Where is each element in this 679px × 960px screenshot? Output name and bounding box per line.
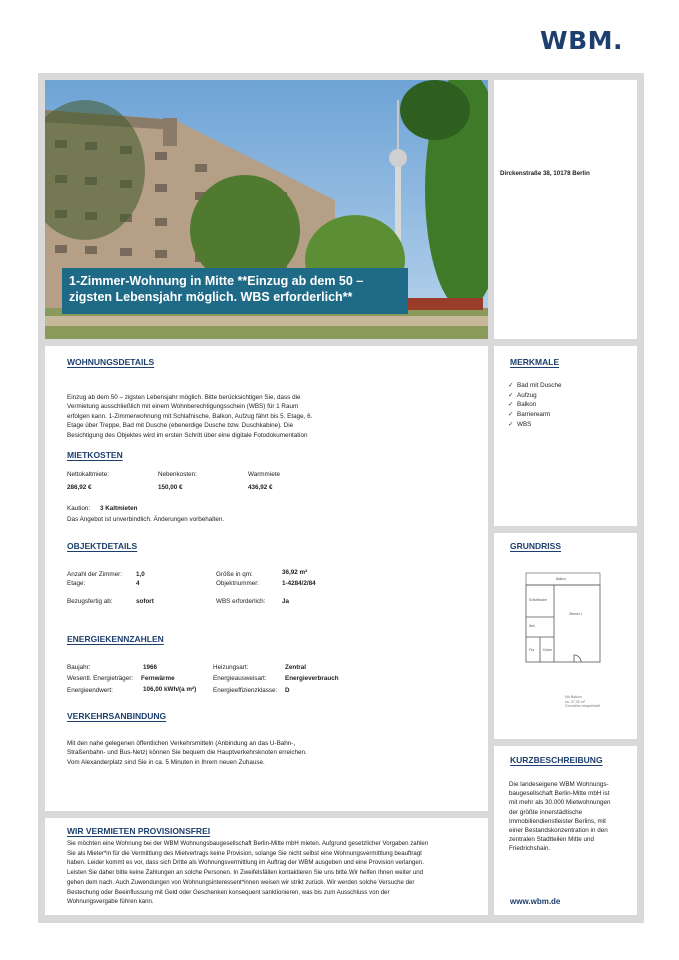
verkehr-title: VERKEHRSANBINDUNG	[67, 711, 167, 721]
text-line: gehen dem nach. Auch Zuwendungen von Wohnungsinteressent*innen weisen wir strikt zurück. Wir werden solche Versuche der	[67, 878, 415, 886]
merkmale-panel	[494, 346, 637, 526]
text-line: haben. Leider kommt es vor, dass sich Dritte als Wohnungsvermittlung im Auftrag der WBM ausgeben und eine Provision verlangen.	[67, 859, 424, 867]
verkehr-text	[67, 739, 477, 767]
groesse-value: 36,92 m²	[282, 569, 308, 576]
text-line: baugesellschaft Berlin-Mitte mbH ist	[509, 790, 610, 798]
wohnungsdetails-title: WOHNUNGSDETAILS	[67, 357, 155, 367]
effizienzklasse-label: Energieeffizienzklasse:	[213, 687, 278, 694]
zimmer-value: 1,0	[136, 571, 145, 578]
text-line: Besichtigung des Objektes wird im ersten Schritt über eine digitale Fotodokumentation	[67, 431, 308, 439]
text-line: Immobiliendienstleister Berlins, mit	[509, 817, 606, 825]
warmmiete-label: Warmmiete	[248, 471, 280, 478]
provisionsfrei-title: WIR VERMIETEN PROVISIONSFREI	[67, 826, 211, 836]
ausweisart-value: Energieverbrauch	[285, 675, 339, 682]
energiewert-label: Energieendwert:	[67, 687, 113, 694]
heizungsart-label: Heizungsart:	[213, 664, 249, 671]
checkmark-icon: ✓	[508, 382, 514, 389]
nebenkosten-label: Nebenkosten:	[158, 471, 197, 478]
floor-plan-room-label: Flur	[529, 648, 535, 652]
merkmal-item	[508, 381, 561, 389]
checkmark-icon: ✓	[508, 411, 514, 418]
checkmark-icon: ✓	[508, 421, 514, 428]
heizungsart-value: Zentral	[285, 664, 306, 671]
text-line: Friedrichshain.	[509, 845, 551, 853]
merkmal-item	[508, 420, 531, 428]
floor-plan-room-label: Schlafnische	[529, 598, 548, 602]
merkmal-item	[508, 400, 536, 408]
mietkosten-note: Das Angebot ist unverbindlich. Änderungen vorbehalten.	[67, 516, 225, 523]
provisionsfrei-text	[67, 839, 485, 907]
objektnummer-value: 1-4284/2/84	[282, 580, 316, 587]
text-line: Einzug ab dem 50 – zigsten Lebensjahr möglich. Bitte berücksichtigen Sie, dass die	[67, 394, 301, 401]
listing-address: Dirckenstraße 38, 10178 Berlin	[500, 170, 590, 177]
floor-plan-room-label: Zimmer 1	[569, 612, 583, 616]
floor-plan-room-label: Küche	[543, 648, 553, 652]
text-line: Straßenbahn- und Bus-Netz) können Sie bequem die Hauptverkehrsknoten erreichen.	[67, 749, 307, 757]
nebenkosten-value: 150,00 €	[158, 484, 183, 491]
wohnungsdetails-text	[67, 393, 477, 440]
nettokaltmiete-label: Nettokaltmiete:	[67, 471, 109, 478]
wbs-label: WBS erforderlich:	[216, 598, 266, 605]
baujahr-label: Baujahr:	[67, 664, 91, 671]
text-line: Wohnungsvergabe führen kann.	[67, 898, 154, 906]
wbs-value: Ja	[282, 598, 290, 605]
energietraeger-value: Fernwärme	[141, 675, 175, 682]
nettokaltmiete-value: 286,92 €	[67, 484, 92, 491]
text-line: Mit den nahe gelegenen öffentlichen Verkehrsmitteln (Anbindung an das U-Bahn-,	[67, 740, 296, 747]
energie-title: ENERGIEKENNZAHLEN	[67, 634, 164, 644]
grundriss-title: GRUNDRISS	[510, 541, 562, 551]
merkmale-title: MERKMALE	[510, 357, 560, 367]
kurzbeschreibung-text	[509, 780, 627, 854]
checkmark-icon: ✓	[508, 392, 514, 399]
warmmiete-value: 436,92 €	[248, 484, 273, 491]
bezugsfertig-label: Bezugsfertig ab:	[67, 598, 113, 605]
listing-headline: 1-Zimmer-Wohnung in Mitte **Einzug ab dem 50 – zigsten Lebensjahr möglich. WBS erforderlich**	[62, 268, 408, 314]
text-line: erfolgen kann. 1-Zimmerwohnung mit Schlafnische, Balkon, Aufzug fährt bis 5. Etage, 6.	[67, 412, 313, 420]
text-line: Vom Alexanderplatz sind Sie in ca. 5 Minuten in Ihrem neuen Zuhause.	[67, 758, 265, 766]
text-line: Die landeseigene WBM Wohnungs-	[509, 781, 609, 788]
caption-line: Mit Balkon	[565, 695, 582, 699]
kaution-value: 3 Kaltmieten	[100, 505, 138, 512]
caption-line: ca. 37,00 m²	[565, 699, 585, 704]
objektdetails-title: OBJEKTDETAILS	[67, 541, 138, 551]
energiewert-value: 106,00 kWh/(a m²)	[143, 686, 197, 693]
zimmer-label: Anzahl der Zimmer:	[67, 571, 122, 578]
text-line: Sie als Mieter*in für die Vermittlung des Mietvertrags keine Provision, solange Sie nicht selbst eine Wohnungsvermittlung beauftragt	[67, 849, 422, 857]
merkmal-label: Barrierearm	[517, 411, 551, 418]
etage-label: Etage:	[67, 580, 86, 587]
floor-plan-caption	[565, 695, 600, 709]
website-link[interactable]: www.wbm.de	[510, 897, 561, 906]
objektnummer-label: Objektnummer:	[216, 580, 260, 587]
text-line: Sie möchten eine Wohnung bei der WBM Wohnungsbaugesellschaft Berlin-Mitte mbH mieten. Aufgrund gesetzlicher Vorgaben zahlen	[67, 840, 429, 847]
text-line: der größte innerstädtische	[509, 808, 583, 816]
floor-plan-room-label: Balkon	[556, 577, 566, 581]
merkmal-item	[508, 410, 550, 418]
merkmal-label: Bad mit Dusche	[517, 382, 562, 389]
bezugsfertig-value: sofort	[136, 598, 154, 605]
merkmal-label: Aufzug	[517, 392, 537, 399]
text-line: Vermietung ausschließlich mit einem Wohnberechtigungsschein (WBS) für 1 Raum	[67, 403, 299, 411]
mietkosten-title: MIETKOSTEN	[67, 450, 123, 460]
text-line: mit mehr als 30.000 Mietwohnungen	[509, 799, 611, 807]
energietraeger-label: Wesentl. Energieträger:	[67, 675, 134, 682]
text-line: Bestechung oder Beeinflussung mit Geld oder Geschenken konsequent sanktionieren, was bis zum Ausschluss von der	[67, 888, 390, 896]
floor-plan-room-label: Bad	[529, 624, 535, 628]
etage-value: 4	[136, 580, 140, 587]
floor-plan	[514, 565, 606, 673]
text-line: Etage über Treppe, Bad mit Dusche (ebenerdige Dusche bzw. Duschkabine). Die	[67, 422, 294, 430]
groesse-label: Größe in qm:	[216, 571, 253, 578]
merkmal-label: WBS	[517, 421, 532, 428]
effizienzklasse-value: D	[285, 687, 290, 694]
text-line: zentralen Stadtteilen Mitte und	[509, 836, 595, 844]
ausweisart-label: Energieausweisart:	[213, 675, 267, 682]
caption-line: Grundriss beispielhaft	[565, 704, 600, 708]
merkmal-label: Balkon	[517, 401, 537, 408]
merkmal-item	[508, 391, 537, 399]
kurzbeschreibung-title: KURZBESCHREIBUNG	[510, 755, 603, 765]
address-panel	[494, 80, 637, 339]
text-line: Leisten Sie daher bitte keine Zahlungen an solche Personen. In Zweifelsfällen kontaktieren Sie uns bitte.Wir helfen Ihnen weiter und	[67, 869, 424, 877]
wbm-logo: WBM.	[540, 26, 624, 55]
baujahr-value: 1966	[143, 664, 158, 671]
text-line: einer Bestandskonzentration in den	[509, 827, 608, 835]
kaution-label: Kaution:	[67, 505, 91, 512]
checkmark-icon: ✓	[508, 401, 514, 408]
